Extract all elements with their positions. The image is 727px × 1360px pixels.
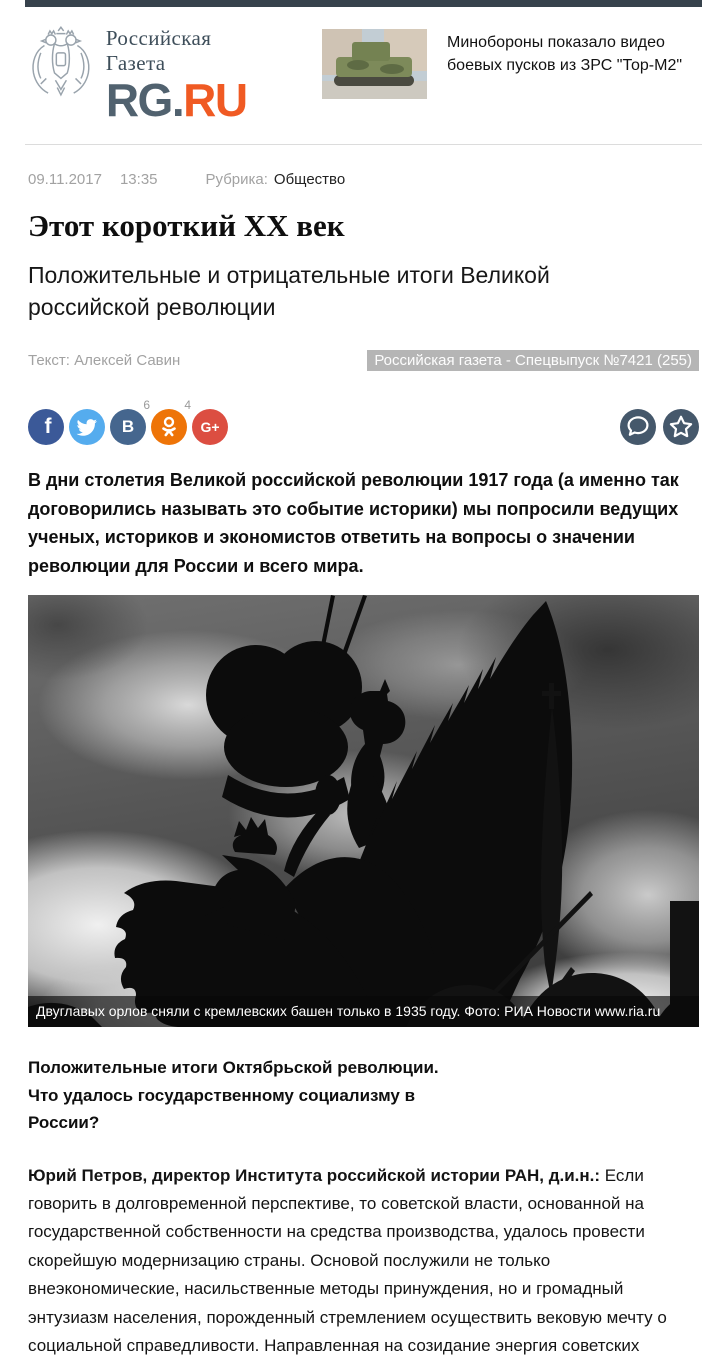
logo-rg: RG. — [105, 74, 184, 126]
speaker-name: Юрий Петров, директор Института российской истории РАН, д.и.н.: — [28, 1165, 601, 1185]
share-vk-button[interactable] — [110, 398, 150, 445]
brand-name: Российская Газета — [105, 26, 212, 75]
lead-paragraph: В дни столетия Великой российской революции 1917 года (а именно так договорились называть это событие историки) мы попросили ведущих ученых, историков и экономистов ответить на вопросы о значении революции для России и всего мира. — [28, 470, 679, 576]
coat-of-arms-eagle-icon — [28, 22, 94, 102]
article — [0, 171, 727, 1360]
header-divider — [25, 144, 702, 145]
share-googleplus-button[interactable] — [192, 409, 228, 445]
page-title: Этот короткий XX век — [28, 207, 345, 243]
bookmark-button[interactable] — [663, 409, 699, 445]
teaser-headline[interactable]: Минобороны показало видео боевых пусков из ЗРС "Тор-М2" — [447, 34, 683, 75]
byline — [28, 352, 180, 369]
speech-bubble-icon — [620, 409, 656, 445]
logo-ru: RU — [183, 74, 247, 126]
ok-share-count: 4 — [184, 398, 191, 413]
rubric-group — [206, 171, 346, 188]
ok-person-icon — [151, 409, 187, 445]
photo-caption: Двуглавых орлов сняли с кремлевских башен только в 1935 году. Фото: РИА Новости www.ria.ru — [28, 996, 699, 1027]
publish-date: 09.11.2017 — [28, 170, 102, 188]
news-teaser[interactable] — [322, 29, 699, 99]
byline-row — [28, 350, 699, 371]
site-logo[interactable] — [28, 22, 262, 124]
section-subheading: Положительные итоги Октябрьской революции. Что удалось государственному социализму в России? — [28, 1058, 439, 1133]
rubric-link[interactable]: Общество — [273, 170, 346, 188]
author-link[interactable]: Алексей Савин — [74, 352, 181, 370]
teaser-thumbnail-image — [322, 29, 427, 99]
googleplus-icon: G+ — [200, 419, 220, 436]
share-twitter-button[interactable] — [69, 409, 105, 445]
site-header — [0, 7, 727, 132]
share-odnoklassniki-button[interactable] — [151, 398, 191, 445]
paragraph-text: Если говорить в долговременной перспективе, то советской власти, основанной на государственной собственности на средства производства, удалось провести скорейшую модернизацию страны. Основой послужили не только внеэкономические, насильственные методы принуждения, но и громадный энтузиазм населения, порожденный стремлением осуществить вековую мечту о социальной справедливости. Направленная на созидание энергия советских — [28, 1165, 667, 1355]
comments-button[interactable] — [620, 409, 656, 445]
issue-badge[interactable]: Российская газета - Спецвыпуск №7421 (255) — [367, 350, 699, 371]
vk-icon: В — [121, 417, 135, 437]
top-accent-bar — [25, 0, 702, 7]
star-icon — [663, 409, 699, 445]
article-actions — [613, 409, 699, 445]
eagle-silhouette-photo — [28, 595, 699, 1027]
article-meta — [28, 171, 699, 188]
twitter-bird-icon — [69, 409, 105, 445]
share-bar — [28, 398, 699, 445]
article-subtitle: Положительные и отрицательные итоги Великой российской революции — [28, 261, 550, 320]
facebook-icon: f — [44, 415, 52, 439]
publish-time: 13:35 — [119, 170, 158, 188]
vk-share-count: 6 — [143, 398, 150, 413]
body-paragraph — [28, 1162, 699, 1360]
brand-text — [106, 22, 262, 124]
byline-label: Текст: — [28, 352, 70, 370]
rubric-label: Рубрика: — [205, 170, 268, 188]
article-photo[interactable] — [28, 595, 699, 1027]
brand-logo — [105, 74, 262, 126]
share-facebook-button[interactable] — [28, 409, 64, 445]
